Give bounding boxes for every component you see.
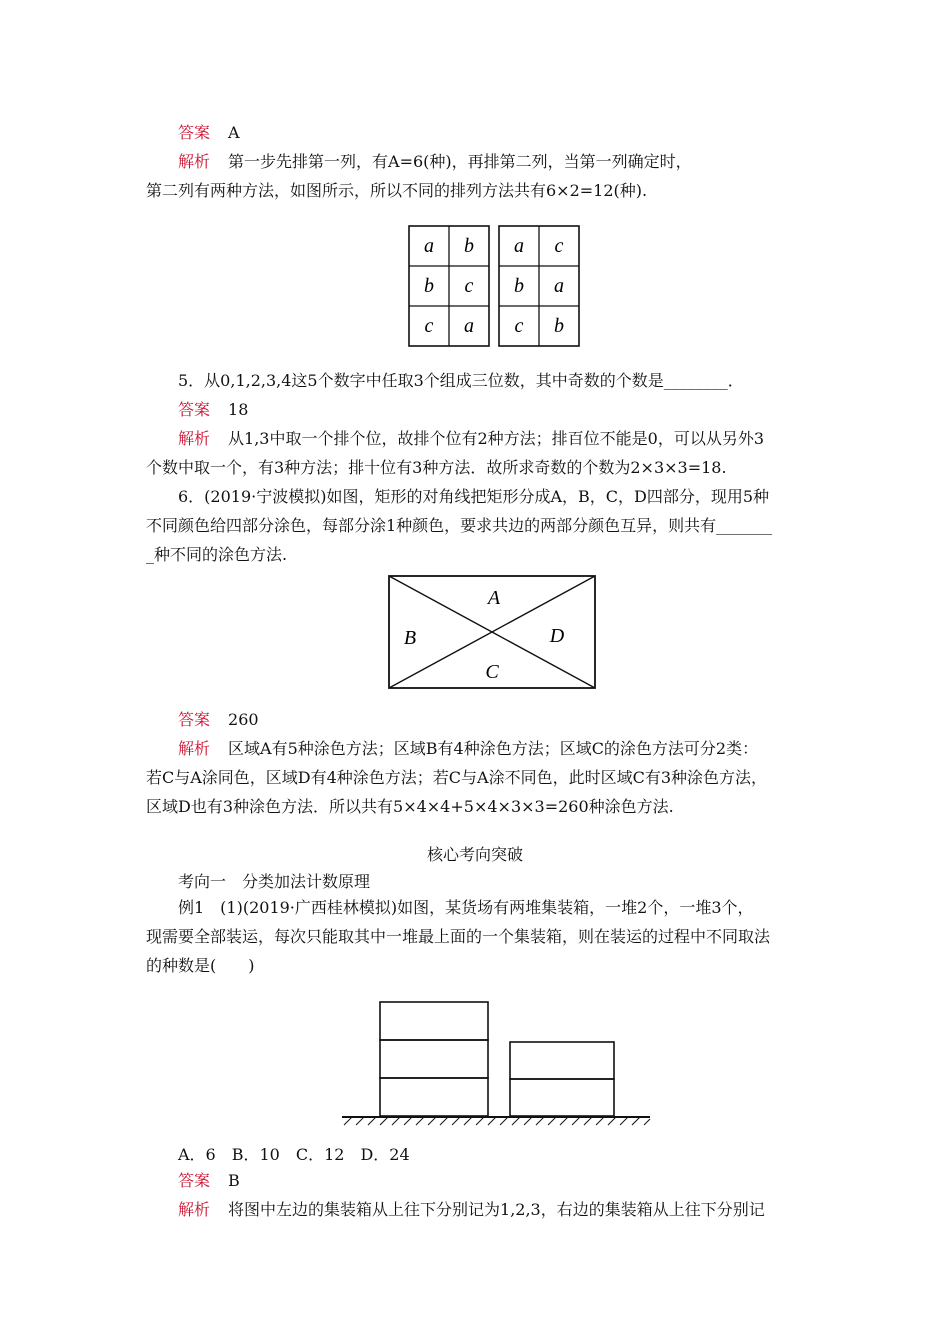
section-title: 核心考向突破 (426, 845, 523, 864)
q5-question: 5．从0,1,2,3,4这5个数字中任取3个组成三位数，其中奇数的个数是________． (178, 371, 744, 390)
q6-analysis-line1 (178, 739, 758, 759)
example1-question-line1: 例1 (1)(2019·广西桂林模拟)如图，某货场有两堆集装箱，一堆2个，一堆3个， (178, 898, 754, 917)
analysis-label: 解析 (178, 429, 211, 448)
grid-cell: b (424, 275, 434, 297)
q4-answer: A (228, 123, 240, 142)
answer-label: 答案 (178, 1171, 211, 1190)
grid-cell: c (464, 275, 474, 297)
grid-left (409, 226, 489, 346)
region-label-right: D (549, 625, 565, 647)
q4-analysis-line2: 第二列有两种方法，如图所示，所以不同的排列方法共有6×2=12(种). (146, 181, 648, 200)
example1-analysis-line1 (178, 1200, 765, 1220)
grid-cell: a (424, 235, 434, 257)
grid-cell: c (514, 315, 524, 337)
section-subtitle: 考向一 分类加法计数原理 (178, 872, 371, 891)
analysis-label: 解析 (178, 739, 211, 758)
answer-label: 答案 (178, 123, 211, 142)
q5-analysis-line2: 个数中取一个，有3种方法；排十位有3种方法．故所求奇数的个数为2×3×3=18. (146, 458, 727, 477)
q6-question-line1: 6．(2019·宁波模拟)如图，矩形的对角线把矩形分成A，B，C，D四部分，现用5种 (178, 487, 770, 506)
grid-cell: a (464, 315, 474, 337)
example1-answer-line (178, 1171, 240, 1191)
region-label-bottom: C (485, 661, 499, 683)
grid-cell: b (514, 275, 524, 297)
q6-answer-line (178, 710, 259, 730)
region-label-left: B (403, 627, 417, 649)
q5-answer-line (178, 400, 248, 420)
example1-answer: B (228, 1171, 240, 1190)
answer-label: 答案 (178, 710, 211, 729)
grid-cell: c (554, 235, 564, 257)
left-stack (380, 1002, 488, 1116)
q6-analysis-line2: 若C与A涂同色，区域D有4种涂色方法；若C与A涂不同色，此时区域C有3种涂色方法， (146, 768, 768, 787)
q6-answer: 260 (228, 710, 259, 729)
grid-cell: a (514, 235, 524, 257)
region-label-top: A (487, 587, 501, 609)
q5-analysis-text1: 从1,3中取一个排个位，故排个位有2种方法；排百位不能是0，可以从另外3 (228, 429, 765, 448)
example1-question-line2: 现需要全部装运，每次只能取其中一堆最上面的一个集装箱，则在装运的过程中不同取法 (146, 927, 771, 946)
q6-analysis-text1: 区域A有5种涂色方法；区域B有4种涂色方法；区域C的涂色方法可分2类： (228, 739, 759, 758)
q4-analysis-text1: 第一步先排第一列，有A=6(种)，再排第二列，当第一列确定时， (228, 152, 692, 171)
q6-question-line3: _种不同的涂色方法. (146, 545, 288, 564)
q5-analysis-line1 (178, 429, 764, 449)
example1-analysis-text1: 将图中左边的集装箱从上往下分别记为1,2,3，右边的集装箱从上往下分别记 (228, 1200, 765, 1219)
answer-label: 答案 (178, 400, 211, 419)
example1-options: A．6 B．10 C．12 D．24 (178, 1145, 410, 1164)
analysis-label: 解析 (178, 152, 211, 171)
grid-right (499, 226, 579, 346)
grid-cell: b (554, 315, 564, 337)
q4-answer-line (178, 123, 240, 143)
analysis-label: 解析 (178, 1200, 211, 1219)
container-stacks-figure (318, 980, 664, 1138)
q6-question-line2: 不同颜色给四部分涂色，每部分涂1种颜色，要求共边的两部分颜色互异，则共有_______ (146, 516, 773, 535)
q6-analysis-line3: 区域D也有3种涂色方法．所以共有5×4×4+5×4×3×3=260种涂色方法. (146, 797, 674, 816)
q4-analysis-line1 (178, 152, 692, 172)
arrangement-grid-figure (400, 218, 590, 350)
q5-answer: 18 (228, 400, 249, 419)
example1-question-line3: 的种数是( ) (146, 956, 255, 975)
grid-cell: c (424, 315, 434, 337)
right-stack (510, 1042, 614, 1116)
ground-line (342, 1117, 650, 1125)
grid-cell: a (554, 275, 564, 297)
rectangle-diagonals-figure (384, 570, 600, 694)
grid-cell: b (464, 235, 474, 257)
